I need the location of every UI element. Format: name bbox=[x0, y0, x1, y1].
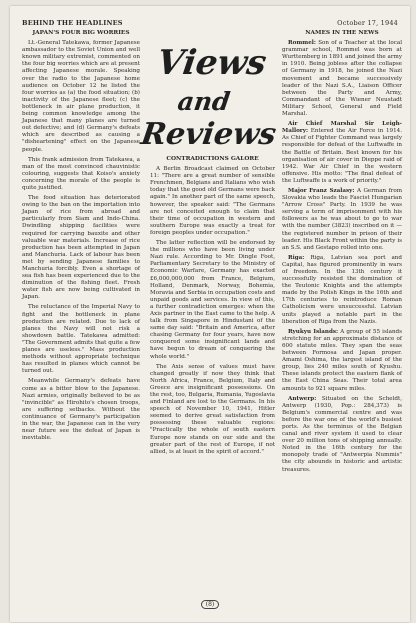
section-heading: BEHIND THE HEADLINES bbox=[22, 19, 123, 27]
entry-text: A group of 55 islands stretching for an approximate distance of 600 statute miles. They span the seas between Formosa and Japan proper. Amami Oshima, the largest island of the group, lies 240 miles south of Kyushu. These islands protect the eastern flank of the East China Seas. Their total area amounts to 921 square miles. bbox=[282, 328, 402, 392]
paragraph: This frank admission from Tatekawa, a man of the most convinced chauvinistic colouring, suggests that Koiso's anxiety concerning the morale of the people is quite justified. bbox=[22, 156, 140, 191]
entry-name: Rommel: bbox=[288, 40, 316, 47]
paragraph: A Berlin Broadcast claimed on October 11: "There are a great number of sensible Frenchmen, Belgians and Italians who wish today that the good old Germans were back again." In another part of the same speech, however, the speaker said: "The Germans are not conceited enough to claim that their time of occupation in western and southern Europe was exactly a treat for foreign peoples under occupation." bbox=[150, 166, 275, 236]
right-column bbox=[282, 30, 402, 477]
issue-date: October 17, 1944 bbox=[337, 19, 398, 27]
news-entry bbox=[282, 329, 402, 393]
newspaper-page bbox=[10, 6, 410, 622]
article-title-contradictions: CONTRADICTIONS GALORE bbox=[166, 156, 259, 162]
entry-text: Riga, Latvian sea port and Capital, has figured prominently in wars of freedom. In the 13th century it successfully resisted the domination of the Teutonic Knights and the attempts made by the Polish Kings in the 16th and 17th centuries to reintroduce Roman Catholicism were unsuccessful. Latvian units played a notable part in the liberation of Riga from the Nazis. bbox=[282, 254, 402, 325]
paragraph: The food situation has deteriorated owing to the ban on the importation into Japan of rice from abroad and particularly from Siam and Indo-China. Dwindling shipping facilities were required for carrying bauxite and other valuable war materials. Increase of rice production has been attempted in Japan and Manchuria. Lack of labour has been met by sending Japanese families to Manchuria forcibly. Even a shortage of sea fish has been experienced due to the diminution of the fishing fleet. Fresh water fish are now being cultivated in Japan. bbox=[22, 195, 140, 301]
entry-text: Situated on the Scheldt, Antwerp (1930, Pop.: 284,373) is Belgium's commercial centre and was before the war one of the world's busiest ports. As the terminus of the Belgian canal and river system it used to clear over 20 million tons of shipping annually. Noted in the 16th century for the monopoly trade of "Antwerpia Nummis" the city abounds in historic and artistic treasures. bbox=[282, 395, 403, 473]
running-head bbox=[22, 19, 398, 29]
paragraph: Lt.-General Tatekawa, former Japanese ambassador to the Soviet Union and well known military extremist, commented on the four big worries which are at present affecting Japanese morale. Speaking over the radio to the Japanese home audience on October 12 he listed the four worries as (a) the food situation; (b) inactivity of the Japanese fleet; (c) the bottleneck in air plane production, it being common knowledge among the Japanese that many planes are turned out defective; and (d) Germany's defeats which are described as causing a "disheartening" effect on the Japanese people. bbox=[22, 40, 140, 153]
news-entry bbox=[282, 121, 402, 185]
news-entry bbox=[282, 188, 402, 252]
masthead-word-1: Views bbox=[154, 43, 269, 83]
article-title-japan: JAPAN'S FOUR BIG WORRIES bbox=[32, 30, 130, 36]
news-entry bbox=[282, 255, 402, 326]
paragraph: The Axis sense of values must have changed greatly if now they think that North Africa, France, Belgium, Italy and Greece are insignificant possessions. On the rest, too, Bulgaria, Rumania, Yugoslavia and Finland are lost to the Germans. In his speech of November 10, 1941, Hitler seemed to derive great satisfaction from possessing these valuable regions: "Practically the whole of south eastern Europe now stands on our side and the greater part of the rest of Europe, if not allied, is at least in the spirit of accord." bbox=[150, 363, 275, 455]
entry-name: Major Franz Szalasy: bbox=[288, 187, 355, 194]
entry-text: Entered the Air Force in 1914. As Chief of Fighter Command was largely responsible for defeat of the Luftwaffe in the Battle of Britain. Best known for his organisation of air cover in Dieppe raid of 1942. War Air Chief in the western offensive. His motto: "The final defeat of the Luftwaffe is a work of priority." bbox=[282, 128, 402, 184]
names-in-the-news-title: NAMES IN THE NEWS bbox=[305, 30, 379, 36]
news-entry bbox=[282, 396, 402, 474]
page-number: (8) bbox=[10, 601, 410, 608]
entry-name: Riga: bbox=[288, 254, 305, 261]
paragraph: The latter reflection will be endorsed by the millions who have been living under Nazi rule. According to Mr. Dingle Foot, Parliamentary Secretary to the Ministry of Economic Warfare, Germany has exacted £6,000,000,000 from France, Belgium, Holland, Denmark, Norway, Bohemia, Moravia and Serbia in occupation costs and unpaid goods and services. In view of this, a further contradiction emerges: when the Axis partner in the East came to the help. A talk from Singapore in Hindustani of the same day said: "Britain and America, after chasing Germany for four years, have now conquered some insignificant lands and have begun to dream of conquering the whole world." bbox=[150, 240, 275, 360]
masthead-art bbox=[138, 30, 279, 152]
entry-name: Air Chief Marshal Sir Leigh-Mallory: bbox=[282, 121, 402, 135]
entry-name: Antwerp: bbox=[288, 395, 317, 402]
middle-column bbox=[138, 30, 279, 459]
news-entry bbox=[282, 40, 402, 118]
paragraph: The reluctance of the Imperial Navy to fight and the bottleneck in plane production are related. Due to lack of planes the Navy will not risk a showdown battle. Tatekawa admitted: "The Government admits that quite a few planes are useless." Mass production methods without appropriate technique has resulted in planes which cannot be turned out. bbox=[22, 304, 140, 375]
masthead-word-2: and bbox=[175, 86, 232, 116]
views-and-reviews-masthead bbox=[138, 30, 279, 152]
entry-text: A German from Slovakia who leads the Fascist Hungarian "Arrow Cross" Party. In 1939 he was serving a term of imprisonment with his followers as he was about to go to war with the number (3823) inscribed on it — the registered number in prison of their leader. His Black Front within the party is an S.S. and Gestapo rolled into one. bbox=[282, 187, 402, 251]
entry-text: Son of a Teacher at the local grammar school, Rommel was born at Wurttemberg in 1891 and joined the army in 1910. Being jobless after the collapse of Germany in 1918, he joined the Nazi movement and became successively leader of the Nazi S.A., Liaison Officer between the Party and Army, Commandant of the Wiener Neustadt Military School, General and Field Marshal. bbox=[282, 40, 402, 118]
paragraph: Meanwhile Germany's defeats have come as a bitter blow to the Japanese. Nazi armies, originally believed to be as "invincible" as Hirohito's chosen troops, are suffering setbacks. Without the continuance of Germany's participation in the war, the Japanese can in the very near future see the defeat of Japan is inevitable. bbox=[22, 378, 140, 442]
masthead-word-3: Reviews bbox=[138, 117, 279, 152]
entry-name: Ryukyu Islands: bbox=[288, 328, 339, 335]
left-column bbox=[22, 30, 140, 445]
